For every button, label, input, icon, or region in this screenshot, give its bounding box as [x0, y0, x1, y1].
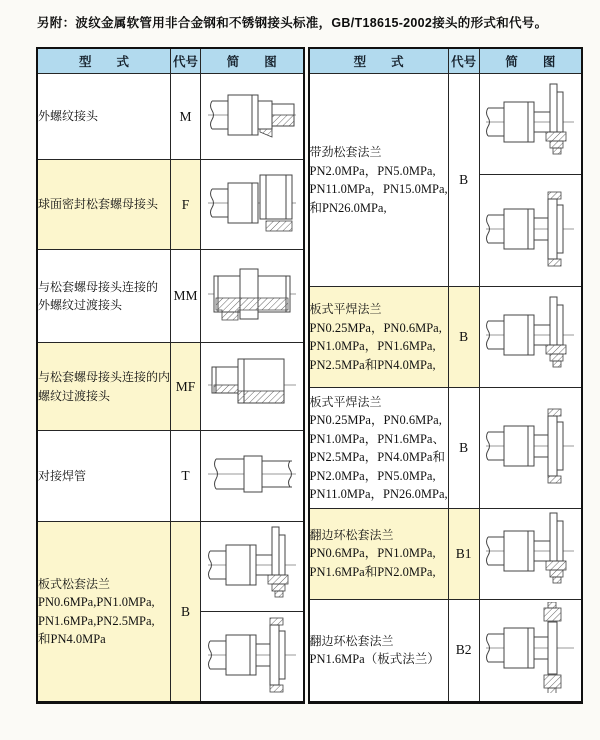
- diagram-cell: [201, 343, 304, 431]
- fitting-table-right: [308, 47, 584, 704]
- table-header-row: [37, 48, 304, 74]
- code-cell: F: [171, 160, 201, 250]
- code-cell: M: [171, 74, 201, 160]
- type-text-line: PN2.5MPa和PN4.0MPa,: [309, 357, 436, 372]
- type-text-line: 对接焊管: [38, 468, 87, 483]
- table-row: [37, 343, 304, 431]
- diagram-cell: [479, 388, 582, 508]
- table-row: [309, 74, 583, 175]
- lapped-ring-flange-stem-diagram-icon: [482, 511, 578, 591]
- diagram-cell: [479, 599, 582, 702]
- type-text-line: 与松套螺母接头连接的: [38, 279, 159, 294]
- type-cell: [37, 160, 171, 250]
- type-text-line: 与松套螺母接头连接的内: [38, 370, 171, 384]
- type-text-line: PN1.6MPa和PN2.0MPa,: [309, 564, 436, 579]
- type-text-line: PN0.6MPa，PN1.0MPa,: [309, 546, 436, 561]
- type-text-line: 和PN4.0MPa: [38, 632, 106, 646]
- page-title: 另附：波纹金属软管用非合金钢和不锈钢接头标准，GB/T18615-2002接头的形式和代号。: [37, 16, 548, 30]
- type-text-line: 翻边环松套法兰: [309, 527, 394, 542]
- table-row: [37, 74, 304, 160]
- type-text-line: PN2.5MPa，PN4.0MPa和: [309, 450, 445, 465]
- code-cell: B: [171, 522, 201, 703]
- type-text-line: PN0.25MPa，PN0.6MPa,: [309, 413, 442, 428]
- type-text-line: 外螺纹接头: [38, 109, 99, 124]
- code-cell: B: [448, 388, 479, 508]
- col-header-type: 型 式: [37, 48, 171, 74]
- type-text-line: PN0.6MPa,PN1.0MPa,: [38, 595, 155, 609]
- diagram-cell: [201, 431, 304, 522]
- type-cell: [309, 74, 449, 287]
- male-nipple-adapter-diagram-icon: [204, 253, 300, 335]
- code-cell: MF: [171, 343, 201, 431]
- diagram-cell: [201, 612, 304, 703]
- type-cell: [309, 388, 449, 508]
- swivel-nut-joint-diagram-icon: [204, 163, 300, 242]
- type-text-line: 螺纹过渡接头: [38, 388, 111, 403]
- code-cell: B: [448, 287, 479, 388]
- type-text-line: PN11.0MPa，PN26.0MPa,: [309, 487, 448, 502]
- col-header-code: 代号: [448, 48, 479, 74]
- type-cell: [37, 250, 171, 343]
- table-row: [37, 250, 304, 343]
- code-cell: B2: [448, 599, 479, 702]
- type-text-line: 板式松套法兰: [38, 576, 111, 591]
- code-cell: T: [171, 431, 201, 522]
- type-cell: [37, 431, 171, 522]
- col-header-code: 代号: [171, 48, 201, 74]
- table-row: [309, 599, 583, 702]
- type-text-line: PN1.0MPa，PN1.6MPa,: [309, 339, 436, 354]
- diagram-cell: [201, 250, 304, 343]
- table-row: [309, 508, 583, 599]
- flat-weld-flange-stem-diagram-icon: [482, 290, 578, 380]
- col-header-diagram: 简 图: [479, 48, 582, 74]
- type-text-line: PN2.0MPa，PN5.0MPa,: [309, 468, 436, 483]
- diagram-cell: [479, 287, 582, 388]
- type-text-line: PN1.6MPa（板式法兰）: [309, 652, 440, 667]
- type-cell: [37, 522, 171, 703]
- type-text-line: 板式平焊法兰: [309, 302, 382, 317]
- diagram-cell: [201, 74, 304, 160]
- type-text-line: 翻边环松套法兰: [309, 633, 394, 648]
- diagram-cell: [479, 175, 582, 287]
- loose-plate-flange-stem-diagram-icon: [204, 525, 300, 604]
- type-text-line: PN11.0MPa，PN15.0MPa,: [309, 182, 448, 197]
- diagram-cell: [201, 160, 304, 250]
- female-nipple-adapter-diagram-icon: [204, 346, 300, 423]
- lapped-ring-flange-sym-diagram-icon: [482, 602, 578, 693]
- male-thread-joint-diagram-icon: [204, 77, 300, 152]
- flat-weld-flange-sym-diagram-icon: [482, 391, 578, 500]
- fitting-table-left: [36, 47, 305, 704]
- table-row: [37, 431, 304, 522]
- table-row: [309, 287, 583, 388]
- type-cell: [309, 599, 449, 702]
- table-header-row: [309, 48, 583, 74]
- neck-loose-flange-stem-diagram-icon: [482, 77, 578, 167]
- col-header-diagram: 简 图: [201, 48, 304, 74]
- type-text-line: PN0.25MPa，PN0.6MPa,: [309, 320, 442, 335]
- type-cell: [309, 508, 449, 599]
- neck-loose-flange-sym-diagram-icon: [482, 178, 578, 279]
- table-row: [37, 160, 304, 250]
- type-text-line: 板式平焊法兰: [309, 394, 382, 409]
- type-cell: [309, 287, 449, 388]
- type-text-line: 和PN26.0MPa,: [309, 200, 387, 215]
- diagram-cell: [201, 522, 304, 612]
- code-cell: B1: [448, 508, 479, 599]
- type-cell: [37, 343, 171, 431]
- col-header-type: 型 式: [309, 48, 449, 74]
- type-text-line: PN1.0MPa，PN1.6MPa、: [309, 431, 445, 446]
- type-text-line: 球面密封松套螺母接头: [38, 197, 159, 212]
- fitting-tables: [36, 47, 583, 704]
- table-row: [37, 522, 304, 612]
- code-cell: B: [448, 74, 479, 287]
- diagram-cell: [479, 74, 582, 175]
- type-text-line: PN2.0MPa，PN5.0MPa,: [309, 163, 436, 178]
- type-text-line: 外螺纹过渡接头: [38, 298, 123, 312]
- diagram-cell: [479, 508, 582, 599]
- type-cell: [37, 74, 171, 160]
- butt-weld-pipe-diagram-icon: [204, 434, 300, 514]
- loose-plate-flange-sym-diagram-icon: [204, 615, 300, 694]
- type-text-line: PN1.6MPa,PN2.5MPa,: [38, 613, 155, 628]
- code-cell: MM: [171, 250, 201, 343]
- type-text-line: 带劲松套法兰: [309, 145, 382, 160]
- table-row: [309, 388, 583, 508]
